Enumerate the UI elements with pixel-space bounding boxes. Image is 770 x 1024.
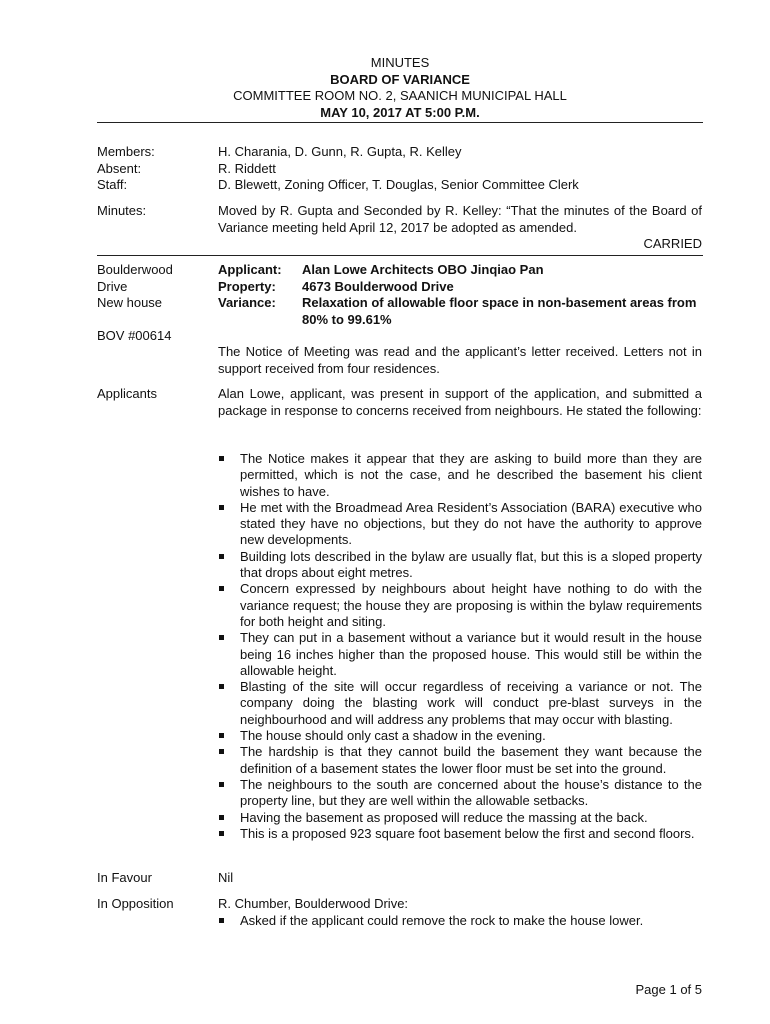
absent-value: R. Riddett	[218, 160, 276, 176]
opposition-speaker: R. Chumber, Boulderwood Drive:	[218, 896, 409, 911]
notice-text: The Notice of Meeting was read and the applicant’s letter received. Letters not in support received from four residences.	[218, 344, 702, 376]
minutes-motion: Moved by R. Gupta and Seconded by R. Kelley: “That the minutes of the Board of Variance meeting held April 12, 2017 be adopted as amended.	[218, 203, 702, 235]
staff-value: D. Blewett, Zoning Officer, T. Douglas, Senior Committee Clerk	[218, 177, 579, 192]
header-location: COMMITTEE ROOM NO. 2, SAANICH MUNICIPAL HALL	[233, 88, 567, 103]
list-item: He met with the Broadmead Area Resident’s Association (BARA) executive who stated they have no objections, but they do not have the authority to approve new developments.	[218, 500, 702, 549]
bullet-icon	[219, 733, 224, 738]
minutes-divider	[97, 255, 703, 256]
header-divider	[97, 122, 703, 123]
applicants-intro: Alan Lowe, applicant, was present in support of the application, and submitted a package in response to concerns received from neighbours. He stated the following:	[218, 386, 702, 418]
list-item: Building lots described in the bylaw are usually flat, but this is a sloped property that drops about eight metres.	[218, 549, 702, 582]
list-item: Blasting of the site will occur regardless of receiving a variance or not. The company doing the blasting work will conduct pre-blast surveys in the neighbourhood and will address any problems that may occur with blasting.	[218, 679, 702, 728]
minutes-header	[97, 55, 703, 121]
list-item: Having the basement as proposed will reduce the massing at the back.	[218, 810, 702, 826]
case-label-line: Boulderwood	[97, 262, 173, 277]
property-row	[218, 279, 702, 296]
list-item: Concern expressed by neighbours about height have nothing to do with the variance request; the house they are proposing is within the bylaw requirements for both height and siting.	[218, 581, 702, 630]
list-item: Asked if the applicant could remove the rock to make the house lower.	[218, 913, 702, 929]
case-label-line: New house	[97, 295, 163, 310]
list-item: The house should only cast a shadow in the evening.	[218, 728, 702, 744]
opposition-statements	[218, 913, 702, 929]
applicants-label: Applicants	[97, 386, 157, 401]
applicant-value: Alan Lowe Architects OBO Jinqiao Pan	[302, 262, 544, 277]
bullet-icon	[219, 456, 224, 461]
list-item: The hardship is that they cannot build the basement they want because the definition of a basement states the lower floor must be set into the ground.	[218, 744, 702, 777]
applicant-key: Applicant:	[218, 262, 282, 277]
list-item: The Notice makes it appear that they are asking to build more than they are permitted, which is not the case, and he described the basement his client wishes to have.	[218, 451, 702, 500]
property-value: 4673 Boulderwood Drive	[302, 278, 454, 294]
variance-row	[218, 295, 702, 328]
bov-number: BOV #00614	[97, 328, 172, 343]
page-number: Page 1 of 5	[635, 982, 702, 997]
bullet-icon	[219, 505, 224, 510]
applicant-statements	[218, 451, 702, 842]
bullet-icon	[219, 635, 224, 640]
bullet-icon	[219, 918, 224, 923]
bullet-icon	[219, 586, 224, 591]
in-opposition-label: In Opposition	[97, 896, 174, 911]
list-item: This is a proposed 923 square foot basement below the first and second floors.	[218, 826, 702, 842]
list-item: The neighbours to the south are concerned about the house’s distance to the property line, but they are well within the allowable setbacks.	[218, 777, 702, 810]
property-key: Property:	[218, 278, 276, 294]
absent-label: Absent:	[97, 160, 142, 176]
bullet-icon	[219, 749, 224, 754]
header-date: MAY 10, 2017 AT 5:00 P.M.	[320, 104, 480, 120]
list-item: They can put in a basement without a variance but it would result in the house being 16 inches higher than the proposed house. This would still be within the allowable height.	[218, 630, 702, 679]
in-favour-label: In Favour	[97, 870, 152, 885]
variance-key: Variance:	[218, 295, 276, 310]
header-minutes: MINUTES	[370, 55, 430, 70]
bullet-icon	[219, 782, 224, 787]
variance-value: Relaxation of allowable floor space in non-basement areas from 80% to 99.61%	[302, 295, 697, 327]
applicant-row	[218, 262, 702, 279]
minutes-label: Minutes:	[97, 203, 147, 218]
bullet-icon	[219, 831, 224, 836]
staff-label: Staff:	[97, 177, 128, 192]
case-label	[97, 262, 212, 312]
in-favour-value: Nil	[218, 870, 234, 885]
bullet-icon	[219, 684, 224, 689]
case-label-line: Drive	[97, 278, 128, 294]
members-value: H. Charania, D. Gunn, R. Gupta, R. Kelley	[218, 144, 462, 159]
minutes-result: CARRIED	[643, 236, 702, 251]
members-label: Members:	[97, 144, 155, 159]
header-board-name: BOARD OF VARIANCE	[330, 71, 470, 87]
bullet-icon	[219, 554, 224, 559]
bullet-icon	[219, 815, 224, 820]
